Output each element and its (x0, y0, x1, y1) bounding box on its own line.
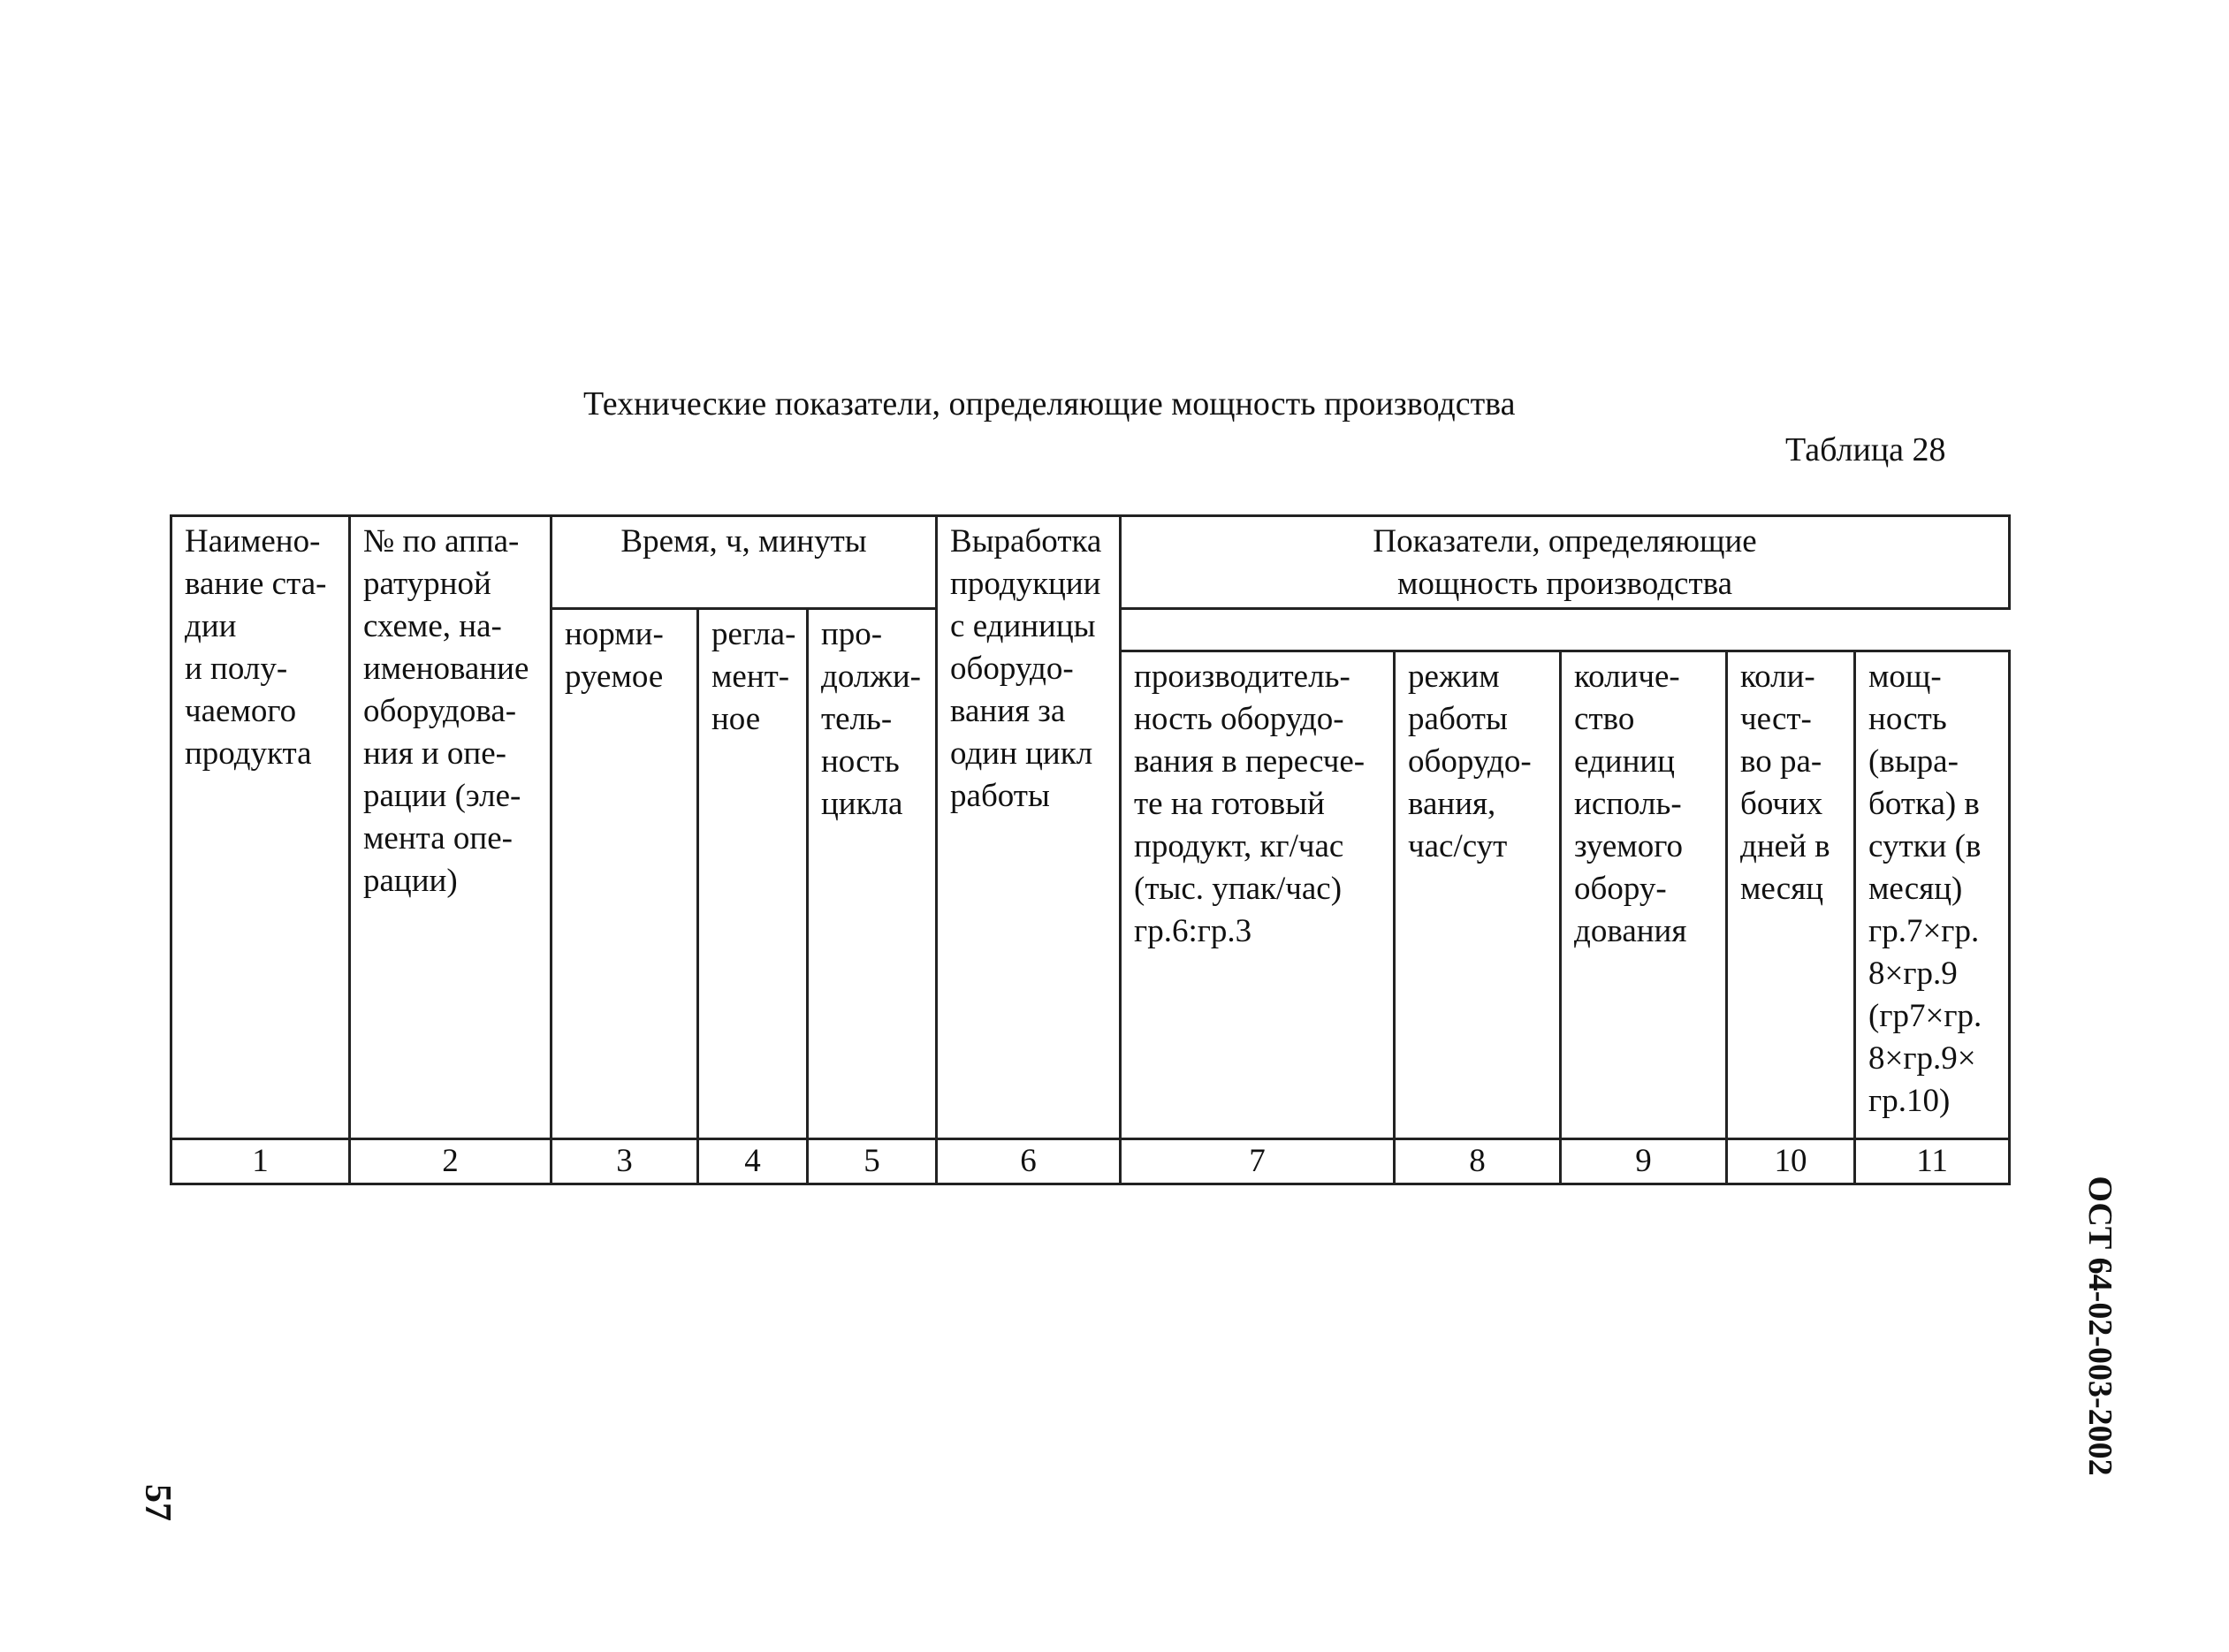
column-numbers-row (171, 1139, 2010, 1184)
header-stage-name: Наимено- вание ста- дии и полу- чаемого продукта (171, 516, 350, 1139)
page-number-area (131, 1467, 184, 1538)
column-number: 4 (698, 1139, 808, 1184)
header-output-per-cycle: Выработка продукции с единицы оборудо- вания за один цикл работы (937, 516, 1121, 1139)
header-cycle-duration: про- должи- тель- ность цикла (808, 609, 937, 1139)
column-number: 1 (171, 1139, 350, 1184)
header-operating-mode: режим работы оборудо- вания, час/сут (1395, 651, 1561, 1139)
column-number: 3 (552, 1139, 698, 1184)
header-equipment-count: количе- ство единиц исполь- зуемого обору- дования (1561, 651, 1727, 1139)
header-regulated-time: регла- мент- ное (698, 609, 808, 1139)
header-time-group: Время, ч, минуты (552, 516, 937, 609)
header-normative-time: норми- руемое (552, 609, 698, 1139)
column-number: 6 (937, 1139, 1121, 1184)
column-number: 5 (808, 1139, 937, 1184)
table-title: Технические показатели, определяющие мощность производства (583, 385, 1516, 423)
standard-code-sidebar (2047, 1153, 2153, 1498)
header-equipment-scheme: № по аппа- ратурной схеме, на- именование оборудова- ния и опе- рации (эле- мента опе- рации) (350, 516, 552, 1139)
column-number: 8 (1395, 1139, 1561, 1184)
header-working-days: коли- чест- во ра- бочих дней в месяц (1727, 651, 1855, 1139)
header-daily-capacity: мощ- ность (выра- ботка) в сутки (в месяц) гр.7×гр. 8×гр.9 (гр7×гр. 8×гр.9× гр.10) (1855, 651, 2010, 1139)
column-number: 11 (1855, 1139, 2010, 1184)
capacity-indicators-table (170, 514, 2011, 1185)
column-number: 10 (1727, 1139, 1855, 1184)
column-number: 2 (350, 1139, 552, 1184)
header-equipment-productivity: производитель- ность оборудо- вания в пересче- те на готовый продукт, кг/час (тыс. упак/час) гр.6:гр.3 (1121, 651, 1395, 1139)
table-number: Таблица 28 (1785, 431, 1946, 468)
header-capacity-indicators-group: Показатели, определяющие мощность производства (1121, 516, 2010, 609)
page-number: 57 (137, 1484, 178, 1521)
column-number: 9 (1561, 1139, 1727, 1184)
column-number: 7 (1121, 1139, 1395, 1184)
standard-code: ОСТ 64-02-003-2002 (2081, 1176, 2119, 1476)
